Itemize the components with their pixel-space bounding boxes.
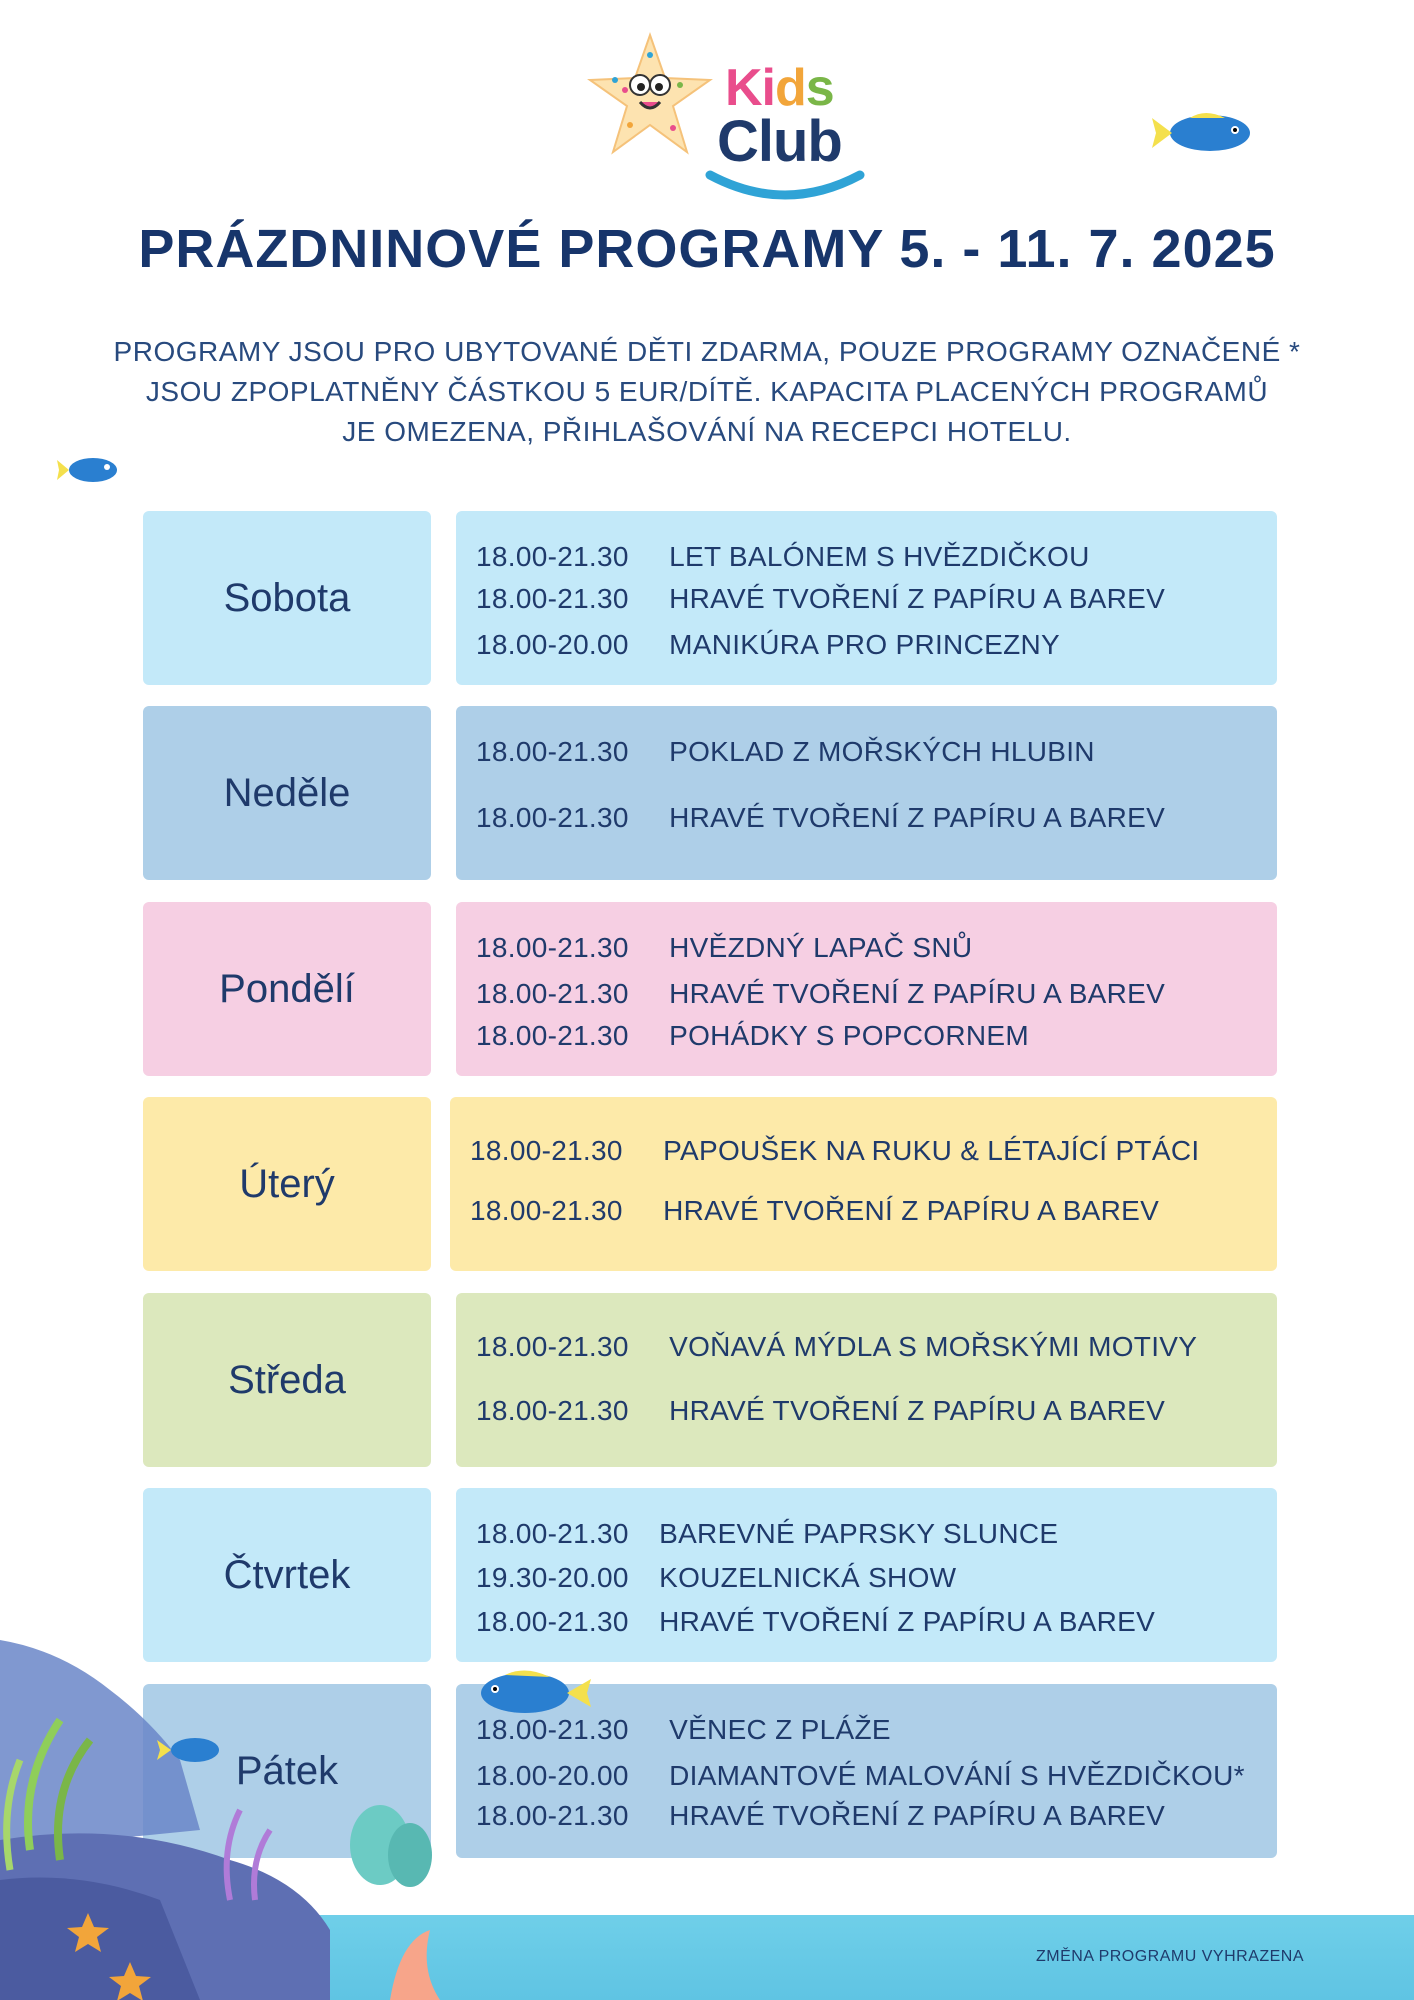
program-list [456, 706, 1277, 880]
program-list [456, 1293, 1277, 1467]
intro-line: JSOU ZPOPLATNĚNY ČÁSTKOU 5 EUR/DÍTĚ. KAPACITA PLACENÝCH PROGRAMŮ [145, 376, 1269, 407]
day-row-sobota [143, 511, 1277, 685]
day-label: Čtvrtek [143, 1488, 431, 1662]
program-item: 18.00-21.30 HVĚZDNÝ LAPAČ SNŮ [476, 932, 973, 963]
program-item: 18.00-21.30 HRAVÉ TVOŘENÍ Z PAPÍRU A BAREV [476, 1800, 1166, 1831]
day-label: Pátek [143, 1684, 431, 1858]
program-list [450, 1097, 1277, 1271]
program-list [456, 1488, 1277, 1662]
program-item: 18.00-21.30 POHÁDKY S POPCORNEM [476, 1020, 1030, 1051]
program-list [456, 511, 1277, 685]
fish-icon [475, 1665, 595, 1720]
day-row-nedele [143, 706, 1277, 880]
program-item: 18.00-21.30 HRAVÉ TVOŘENÍ Z PAPÍRU A BAREV [476, 583, 1166, 614]
day-label: Sobota [143, 511, 431, 685]
page-title: PRÁZDNINOVÉ PROGRAMY 5. - 11. 7. 2025 [138, 219, 1276, 279]
day-row-utery [143, 1097, 1277, 1271]
coral-reef-illustration [0, 1630, 470, 2000]
program-item: 18.00-20.00 MANIKÚRA PRO PRINCEZNY [476, 629, 1060, 660]
day-row-pondeli [143, 902, 1277, 1076]
logo-club-text: Club [717, 109, 842, 174]
day-label: Středa [143, 1293, 431, 1467]
program-item: 18.00-21.30 HRAVÉ TVOŘENÍ Z PAPÍRU A BAREV [476, 802, 1166, 833]
program-item: 18.00-21.30 PAPOUŠEK NA RUKU & LÉTAJÍCÍ PTÁCI [470, 1135, 1200, 1166]
day-row-streda [143, 1293, 1277, 1467]
intro-text [60, 332, 1354, 452]
program-item: 18.00-21.30 HRAVÉ TVOŘENÍ Z PAPÍRU A BAREV [476, 1606, 1156, 1637]
day-label: Neděle [143, 706, 431, 880]
intro-line: PROGRAMY JSOU PRO UBYTOVANÉ DĚTI ZDARMA, POUZE PROGRAMY OZNAČENÉ * [113, 336, 1301, 367]
program-item: 19.30-20.00 KOUZELNICKÁ SHOW [476, 1562, 957, 1593]
program-list [456, 902, 1277, 1076]
intro-line: JE OMEZENA, PŘIHLAŠOVÁNÍ NA RECEPCI HOTELU. [342, 416, 1072, 447]
program-item: 18.00-21.30 HRAVÉ TVOŘENÍ Z PAPÍRU A BAREV [470, 1195, 1160, 1226]
program-item: 18.00-21.30 POKLAD Z MOŘSKÝCH HLUBIN [476, 736, 1095, 767]
kids-club-logo [585, 30, 865, 190]
program-change-note: ZMĚNA PROGRAMU VYHRAZENA [1036, 1948, 1305, 1965]
program-item: 18.00-21.30 LET BALÓNEM S HVĚZDIČKOU [476, 541, 1090, 572]
program-item: 18.00-20.00 DIAMANTOVÉ MALOVÁNÍ S HVĚZDIČKOU* [476, 1760, 1245, 1791]
program-item: 18.00-21.30 HRAVÉ TVOŘENÍ Z PAPÍRU A BAREV [476, 978, 1166, 1009]
fish-icon [1150, 108, 1260, 158]
program-item: 18.00-21.30 BAREVNÉ PAPRSKY SLUNCE [476, 1518, 1059, 1549]
program-item: 18.00-21.30 VĚNEC Z PLÁŽE [476, 1714, 891, 1745]
logo-swoosh [705, 170, 865, 210]
day-label: Úterý [143, 1097, 431, 1271]
program-item: 18.00-21.30 HRAVÉ TVOŘENÍ Z PAPÍRU A BAREV [476, 1395, 1166, 1426]
program-item: 18.00-21.30 VOŇAVÁ MÝDLA S MOŘSKÝMI MOTIVY [476, 1331, 1198, 1362]
fish-icon [55, 450, 120, 490]
day-label: Pondělí [143, 902, 431, 1076]
starfish-icon [585, 30, 715, 160]
logo-kids-text: Kids [725, 59, 834, 117]
